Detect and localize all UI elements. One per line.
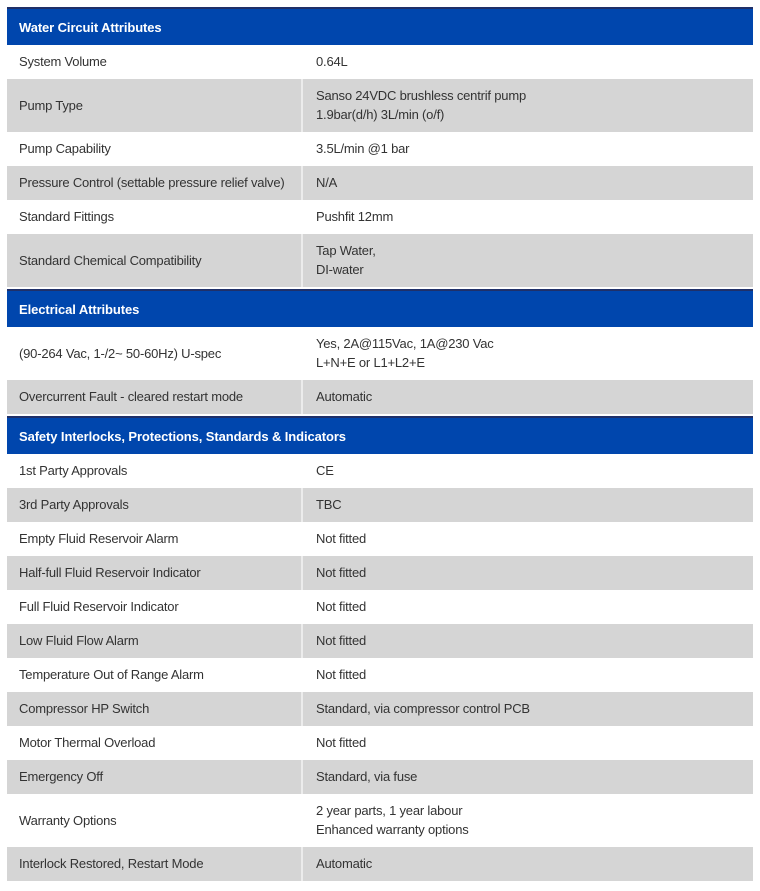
spec-attribute-value [302, 847, 753, 881]
spec-attribute-value [302, 45, 753, 79]
spec-row [7, 847, 753, 881]
spec-attribute-value [302, 454, 753, 488]
spec-row [7, 488, 753, 522]
spec-row [7, 200, 753, 234]
spec-attribute-label: Pump Capability [7, 132, 302, 166]
spec-row [7, 234, 753, 287]
spec-attribute-label: Full Fluid Reservoir Indicator [7, 590, 302, 624]
section-title: Safety Interlocks, Protections, Standards & Indicators [7, 417, 753, 454]
spec-value-line: Sanso 24VDC brushless centrif pump [316, 88, 526, 103]
spec-value-line: Automatic [316, 856, 373, 871]
section-title: Electrical Attributes [7, 290, 753, 327]
section-header-row [7, 417, 753, 454]
spec-attribute-label: (90-264 Vac, 1-/2~ 50-60Hz) U-spec [7, 327, 302, 380]
spec-attribute-value [302, 166, 753, 200]
spec-value-line: Not fitted [316, 531, 367, 546]
spec-value-line: N/A [316, 175, 338, 190]
spec-value-line: Not fitted [316, 633, 367, 648]
spec-attribute-label: Half-full Fluid Reservoir Indicator [7, 556, 302, 590]
spec-attribute-label: 3rd Party Approvals [7, 488, 302, 522]
spec-attribute-value [302, 132, 753, 166]
spec-value-line: Standard, via fuse [316, 769, 418, 784]
spec-attribute-label: Standard Chemical Compatibility [7, 234, 302, 287]
spec-value-line: Tap Water, [316, 243, 376, 258]
spec-row [7, 794, 753, 847]
spec-row [7, 45, 753, 79]
spec-value-line: 3.5L/min @1 bar [316, 141, 410, 156]
spec-attribute-label: Empty Fluid Reservoir Alarm [7, 522, 302, 556]
spec-attribute-label: Pressure Control (settable pressure relief valve) [7, 166, 302, 200]
spec-value-line: Automatic [316, 389, 373, 404]
spec-attribute-label: Motor Thermal Overload [7, 726, 302, 760]
spec-value-line: 2 year parts, 1 year labour [316, 803, 463, 818]
spec-attribute-label: Emergency Off [7, 760, 302, 794]
spec-value-line: Not fitted [316, 565, 367, 580]
spec-row [7, 166, 753, 200]
spec-attribute-value [302, 79, 753, 132]
spec-value-line: Pushfit 12mm [316, 209, 394, 224]
spec-value-line: 1.9bar(d/h) 3L/min (o/f) [316, 107, 445, 122]
spec-value-line: Yes, 2A@115Vac, 1A@230 Vac [316, 336, 494, 351]
spec-row [7, 522, 753, 556]
spec-row [7, 327, 753, 380]
spec-attribute-label: 1st Party Approvals [7, 454, 302, 488]
spec-table-body [7, 8, 753, 881]
spec-attribute-value [302, 234, 753, 287]
spec-row [7, 79, 753, 132]
spec-attribute-value [302, 522, 753, 556]
spec-attribute-value [302, 726, 753, 760]
spec-value-line: L+N+E or L1+L2+E [316, 355, 425, 370]
spec-value-line: Not fitted [316, 735, 367, 750]
spec-attribute-label: Compressor HP Switch [7, 692, 302, 726]
section-title: Water Circuit Attributes [7, 8, 753, 45]
spec-attribute-value [302, 794, 753, 847]
spec-attribute-value [302, 556, 753, 590]
spec-row [7, 692, 753, 726]
spec-attribute-label: Temperature Out of Range Alarm [7, 658, 302, 692]
spec-value-line: 0.64L [316, 54, 348, 69]
spec-row [7, 556, 753, 590]
spec-attribute-label: Low Fluid Flow Alarm [7, 624, 302, 658]
spec-row [7, 590, 753, 624]
spec-attribute-value [302, 380, 753, 414]
spec-row [7, 726, 753, 760]
spec-row [7, 380, 753, 414]
spec-row [7, 132, 753, 166]
spec-row [7, 624, 753, 658]
spec-row [7, 760, 753, 794]
spec-value-line: Enhanced warranty options [316, 822, 469, 837]
spec-row [7, 454, 753, 488]
spec-attribute-label: Pump Type [7, 79, 302, 132]
spec-attribute-label: Warranty Options [7, 794, 302, 847]
section-header-row [7, 290, 753, 327]
spec-attribute-value [302, 488, 753, 522]
spec-row [7, 658, 753, 692]
spec-value-line: Not fitted [316, 599, 367, 614]
spec-value-line: Not fitted [316, 667, 367, 682]
spec-value-line: Standard, via compressor control PCB [316, 701, 530, 716]
spec-attribute-value [302, 658, 753, 692]
spec-value-line: CE [316, 463, 334, 478]
section-header-row [7, 8, 753, 45]
spec-value-line: DI-water [316, 262, 364, 277]
spec-attribute-label: Interlock Restored, Restart Mode [7, 847, 302, 881]
spec-attribute-value [302, 327, 753, 380]
spec-attribute-label: Standard Fittings [7, 200, 302, 234]
spec-attribute-value [302, 692, 753, 726]
spec-attribute-value [302, 590, 753, 624]
spec-attribute-label: System Volume [7, 45, 302, 79]
spec-value-line: TBC [316, 497, 342, 512]
spec-attribute-value [302, 760, 753, 794]
spec-attribute-label: Overcurrent Fault - cleared restart mode [7, 380, 302, 414]
spec-attribute-value [302, 200, 753, 234]
spec-table [7, 7, 753, 881]
spec-attribute-value [302, 624, 753, 658]
